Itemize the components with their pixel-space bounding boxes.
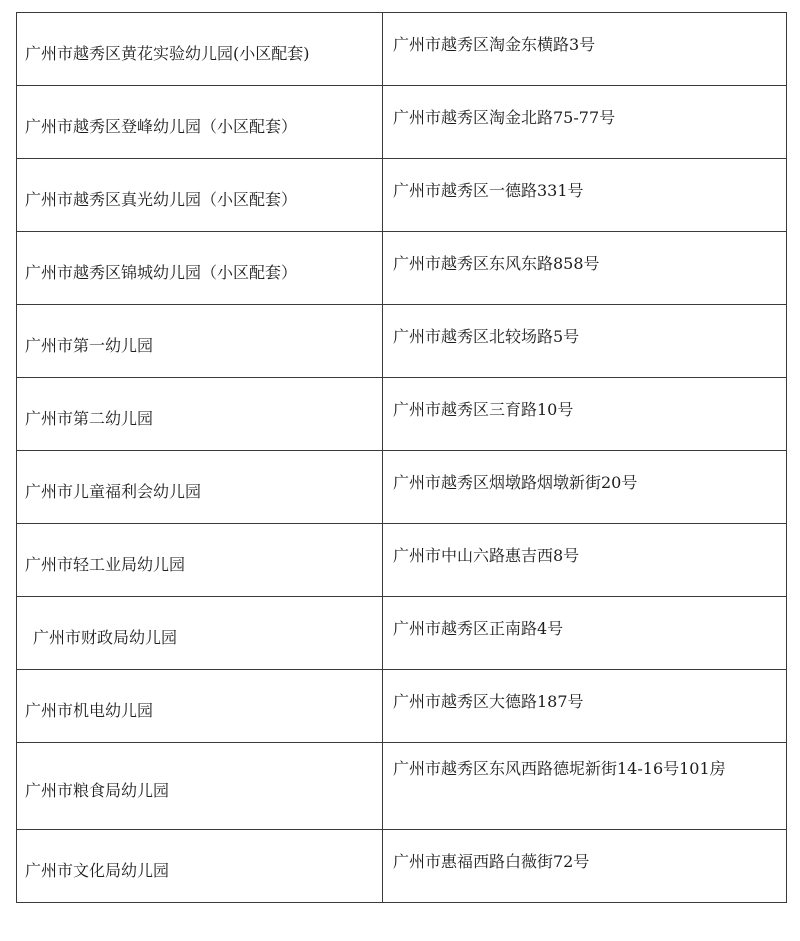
- kindergarten-name: 广州市粮食局幼儿园: [25, 781, 170, 800]
- kindergarten-address-cell: [383, 232, 787, 305]
- kindergarten-name: 广州市文化局幼儿园: [25, 861, 170, 880]
- kindergarten-name-cell: [17, 451, 383, 524]
- kindergarten-address-cell: [383, 524, 787, 597]
- kindergarten-address-cell: [383, 451, 787, 524]
- kindergarten-name-cell: [17, 670, 383, 743]
- kindergarten-address: 广州市越秀区淘金东横路3号: [393, 35, 596, 54]
- kindergarten-address-cell: [383, 670, 787, 743]
- table-row: [17, 524, 787, 597]
- table-row: [17, 159, 787, 232]
- kindergarten-name-cell: [17, 232, 383, 305]
- kindergarten-address: 广州市越秀区东风东路858号: [393, 254, 600, 273]
- kindergarten-name-cell: [17, 159, 383, 232]
- kindergarten-name: 广州市财政局幼儿园: [33, 628, 178, 647]
- table-row: [17, 597, 787, 670]
- kindergarten-address-cell: [383, 305, 787, 378]
- table-row: [17, 670, 787, 743]
- kindergarten-address: 广州市越秀区北较场路5号: [393, 327, 580, 346]
- table-row: [17, 743, 787, 830]
- kindergarten-name-cell: [17, 378, 383, 451]
- kindergarten-address: 广州市越秀区淘金北路75-77号: [393, 108, 616, 127]
- kindergarten-name-cell: [17, 597, 383, 670]
- kindergarten-name-cell: [17, 830, 383, 903]
- kindergarten-address-cell: [383, 13, 787, 86]
- kindergarten-name-cell: [17, 13, 383, 86]
- kindergarten-address-cell: [383, 830, 787, 903]
- table-row: [17, 305, 787, 378]
- kindergarten-name: 广州市越秀区锦城幼儿园（小区配套）: [25, 263, 298, 282]
- kindergarten-name: 广州市儿童福利会幼儿园: [25, 482, 202, 501]
- kindergarten-name: 广州市第二幼儿园: [25, 409, 154, 428]
- kindergarten-address: 广州市越秀区正南路4号: [393, 619, 564, 638]
- kindergarten-address: 广州市越秀区烟墩路烟墩新街20号: [393, 473, 638, 492]
- kindergarten-address-cell: [383, 378, 787, 451]
- kindergarten-address: 广州市越秀区三育路10号: [393, 400, 574, 419]
- kindergarten-name: 广州市第一幼儿园: [25, 336, 154, 355]
- kindergarten-name: 广州市机电幼儿园: [25, 701, 154, 720]
- table-row: [17, 378, 787, 451]
- kindergarten-address-cell: [383, 743, 787, 830]
- kindergarten-name-cell: [17, 305, 383, 378]
- kindergarten-address: 广州市越秀区大德路187号: [393, 692, 584, 711]
- kindergarten-name: 广州市越秀区真光幼儿园（小区配套）: [25, 190, 298, 209]
- table-row: [17, 451, 787, 524]
- kindergarten-name-cell: [17, 524, 383, 597]
- kindergarten-address-cell: [383, 159, 787, 232]
- kindergarten-address: 广州市中山六路惠吉西8号: [393, 546, 580, 565]
- kindergarten-address: 广州市越秀区东风西路德坭新街14-16号101房: [393, 759, 726, 778]
- table-row: [17, 86, 787, 159]
- kindergarten-address-cell: [383, 86, 787, 159]
- kindergarten-address-table: [16, 12, 787, 903]
- kindergarten-address: 广州市惠福西路白薇街72号: [393, 852, 590, 871]
- kindergarten-address-cell: [383, 597, 787, 670]
- kindergarten-name-cell: [17, 86, 383, 159]
- kindergarten-address: 广州市越秀区一德路331号: [393, 181, 584, 200]
- table-row: [17, 13, 787, 86]
- table-row: [17, 232, 787, 305]
- kindergarten-name: 广州市越秀区黄花实验幼儿园(小区配套): [25, 44, 310, 63]
- kindergarten-name: 广州市轻工业局幼儿园: [25, 555, 186, 574]
- table-row: [17, 830, 787, 903]
- kindergarten-name: 广州市越秀区登峰幼儿园（小区配套）: [25, 117, 298, 136]
- kindergarten-name-cell: [17, 743, 383, 830]
